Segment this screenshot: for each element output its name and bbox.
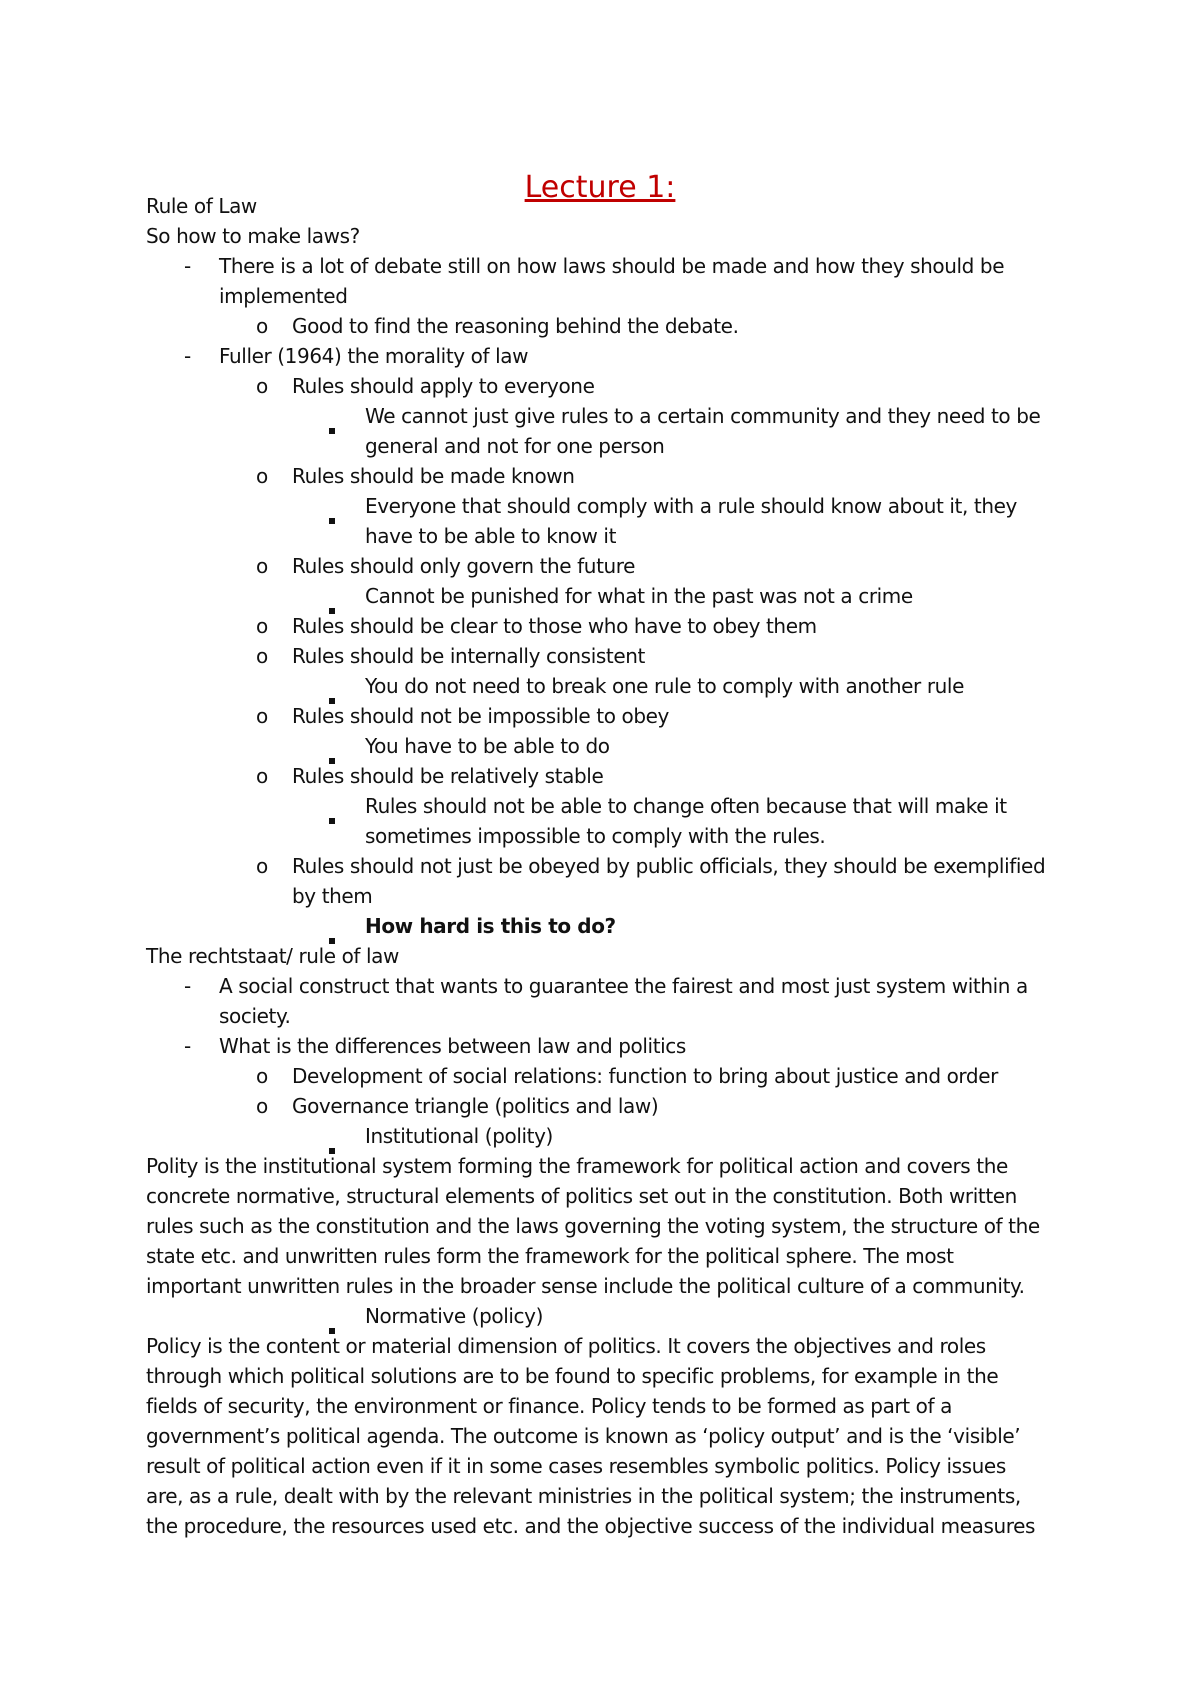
circle-bullet: o — [256, 644, 269, 668]
policy-line-4: government’s political agenda. The outcome is known as ‘policy output’ and is the ‘visible’ — [146, 1424, 1021, 1448]
square-bullet — [329, 518, 335, 524]
circle-bullet: o — [256, 554, 269, 578]
policy-line-1: Policy is the content or material dimension of politics. It covers the objectives and roles — [146, 1334, 986, 1358]
fuller-rule-1-detail-2: general and not for one person — [365, 434, 665, 458]
polity-line-1: Polity is the institutional system forming the framework for political action and covers the — [146, 1154, 1008, 1178]
policy-line-2: through which political solutions are to be found to specific problems, for example in the — [146, 1364, 999, 1388]
heading-rule-of-law: Rule of Law — [146, 194, 257, 218]
fuller-rule-8-detail-1: How hard is this to do? — [365, 914, 616, 938]
heading-rechtstaat: The rechtstaat/ rule of law — [146, 944, 399, 968]
fuller-rule-2-detail-2: have to be able to know it — [365, 524, 617, 548]
circle-bullet: o — [256, 314, 269, 338]
debate-line-1: There is a lot of debate still on how laws should be made and how they should be — [219, 254, 1005, 278]
fuller-rule-7-detail-1: Rules should not be able to change often because that will make it — [365, 794, 1007, 818]
dash-bullet: - — [184, 254, 192, 278]
fuller-rule-5-detail-1: You do not need to break one rule to comply with another rule — [365, 674, 964, 698]
dash-bullet: - — [184, 1034, 192, 1058]
fuller-rule-6-detail-1: You have to be able to do — [365, 734, 610, 758]
fuller-rule-8-line-2: by them — [292, 884, 373, 908]
fuller-rule-3-detail-1: Cannot be punished for what in the past was not a crime — [365, 584, 913, 608]
fuller-rule-7: Rules should be relatively stable — [292, 764, 604, 788]
circle-bullet: o — [256, 374, 269, 398]
dash-bullet: - — [184, 344, 192, 368]
debate-line-2: implemented — [219, 284, 348, 308]
rechtstaat-item-1-line-2: society. — [219, 1004, 291, 1028]
page-title: Lecture 1: — [524, 170, 676, 205]
circle-bullet: o — [256, 704, 269, 728]
fuller-rule-2: Rules should be made known — [292, 464, 575, 488]
fuller-rule-4: Rules should be clear to those who have to obey them — [292, 614, 817, 638]
circle-bullet: o — [256, 1064, 269, 1088]
polity-line-2: concrete normative, structural elements of politics set out in the constitution. Both written — [146, 1184, 1017, 1208]
policy-line-7: the procedure, the resources used etc. and the objective success of the individual measures — [146, 1514, 1036, 1538]
fuller-rule-7-detail-2: sometimes impossible to comply with the rules. — [365, 824, 826, 848]
normative-label: Normative (policy) — [365, 1304, 543, 1328]
fuller-rule-1-detail-1: We cannot just give rules to a certain community and they need to be — [365, 404, 1041, 428]
circle-bullet: o — [256, 614, 269, 638]
fuller-rule-1: Rules should apply to everyone — [292, 374, 595, 398]
fuller-rule-2-detail-1: Everyone that should comply with a rule should know about it, they — [365, 494, 1017, 518]
dash-bullet: - — [184, 974, 192, 998]
polity-line-4: state etc. and unwritten rules form the framework for the political sphere. The most — [146, 1244, 954, 1268]
policy-line-5: result of political action even if it in some cases resembles symbolic politics. Policy issues — [146, 1454, 1006, 1478]
rechtstaat-item-1-line-1: A social construct that wants to guarantee the fairest and most just system within a — [219, 974, 1028, 998]
institutional-label: Institutional (polity) — [365, 1124, 553, 1148]
fuller-rule-6: Rules should not be impossible to obey — [292, 704, 669, 728]
debate-sub: Good to find the reasoning behind the debate. — [292, 314, 739, 338]
fuller-rule-8-line-1: Rules should not just be obeyed by public officials, they should be exemplified — [292, 854, 1046, 878]
polity-line-3: rules such as the constitution and the laws governing the voting system, the structure of the — [146, 1214, 1040, 1238]
fuller-rule-5: Rules should be internally consistent — [292, 644, 645, 668]
policy-line-6: are, as a rule, dealt with by the relevant ministries in the political system; the instruments, — [146, 1484, 1021, 1508]
circle-bullet: o — [256, 464, 269, 488]
square-bullet — [329, 818, 335, 824]
rechtstaat-sub-2: Governance triangle (politics and law) — [292, 1094, 659, 1118]
fuller-rule-3: Rules should only govern the future — [292, 554, 636, 578]
circle-bullet: o — [256, 854, 269, 878]
square-bullet — [329, 428, 335, 434]
rechtstaat-item-2: What is the differences between law and politics — [219, 1034, 686, 1058]
policy-line-3: fields of security, the environment or finance. Policy tends to be formed as part of a — [146, 1394, 952, 1418]
question-make-laws: So how to make laws? — [146, 224, 360, 248]
circle-bullet: o — [256, 764, 269, 788]
circle-bullet: o — [256, 1094, 269, 1118]
polity-line-5: important unwritten rules in the broader sense include the political culture of a community. — [146, 1274, 1025, 1298]
rechtstaat-sub-1: Development of social relations: function to bring about justice and order — [292, 1064, 998, 1088]
fuller-label: Fuller (1964) the morality of law — [219, 344, 529, 368]
